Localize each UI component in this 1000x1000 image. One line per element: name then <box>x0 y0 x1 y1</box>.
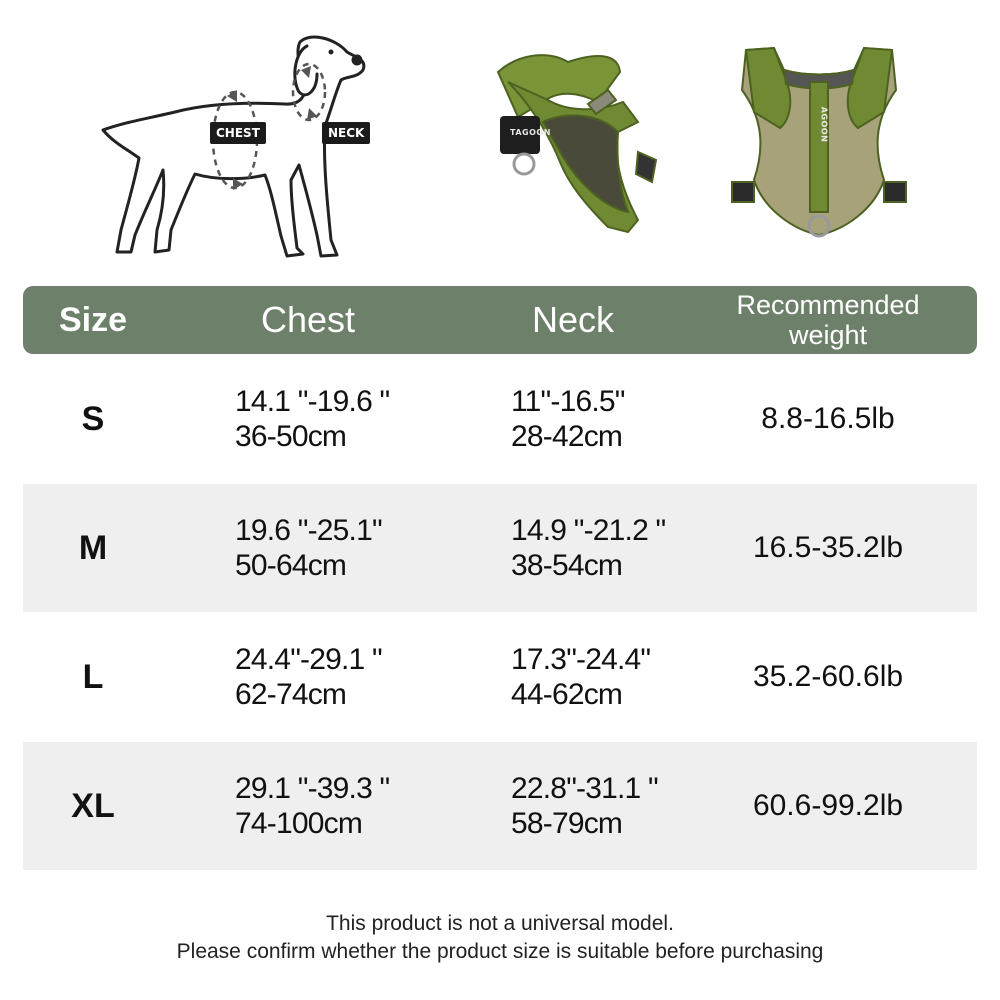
neck-tag: NECK <box>322 122 370 144</box>
neck-value <box>511 484 731 612</box>
header-neck: Neck <box>531 299 615 340</box>
weight-value: 35.2-60.6lb <box>752 660 904 693</box>
neck-inches: 11"-16.5" <box>511 385 625 418</box>
chest-cm: 62-74cm <box>235 678 347 711</box>
size-label: L <box>82 657 104 696</box>
table-row-s <box>23 355 977 483</box>
neck-cm: 28-42cm <box>511 420 623 453</box>
harness-side-icon <box>488 42 673 247</box>
chest-inches: 29.1 "-39.3 " <box>235 772 390 805</box>
table-row-m <box>23 484 977 612</box>
chest-value <box>235 484 475 612</box>
harness-front-view <box>724 40 914 245</box>
chest-cm: 74-100cm <box>235 807 363 840</box>
chest-value <box>235 613 475 741</box>
header-weight: Recommended weight <box>736 290 920 350</box>
neck-cm: 38-54cm <box>511 549 623 582</box>
dog-outline-icon <box>95 30 385 265</box>
weight-value: 60.6-99.2lb <box>752 789 904 822</box>
chest-cm: 50-64cm <box>235 549 347 582</box>
chest-value <box>235 355 475 483</box>
disclaimer <box>0 910 1000 966</box>
chest-cm: 36-50cm <box>235 420 347 453</box>
neck-value <box>511 613 731 741</box>
harness-brand-label: TAGOON <box>510 128 551 137</box>
neck-value <box>511 742 731 870</box>
chest-inches: 14.1 "-19.6 " <box>235 385 390 418</box>
harness-front-brand-label: AGOON <box>819 106 829 143</box>
chest-inches: 19.6 "-25.1" <box>235 514 382 547</box>
weight-value: 16.5-35.2lb <box>752 531 904 564</box>
size-label: XL <box>71 786 115 825</box>
table-row-xl <box>23 742 977 870</box>
size-label: S <box>81 399 105 438</box>
dog-measurement-illustration <box>95 30 385 265</box>
size-chart-table <box>23 286 977 840</box>
header-size: Size <box>58 300 128 339</box>
harness-front-icon <box>724 40 914 245</box>
size-label: M <box>78 528 108 567</box>
chest-tag: CHEST <box>210 122 266 144</box>
header-chest: Chest <box>260 299 356 340</box>
chest-value <box>235 742 475 870</box>
neck-value <box>511 355 731 483</box>
disclaimer-line-2: Please confirm whether the product size is suitable before purchasing <box>176 940 824 963</box>
neck-inches: 14.9 "-21.2 " <box>511 514 666 547</box>
neck-inches: 22.8"-31.1 " <box>511 772 658 805</box>
table-row-l <box>23 613 977 741</box>
neck-cm: 44-62cm <box>511 678 623 711</box>
illustrations <box>0 0 1000 280</box>
harness-side-view <box>488 42 673 247</box>
neck-inches: 17.3"-24.4" <box>511 643 651 676</box>
chest-inches: 24.4"-29.1 " <box>235 643 382 676</box>
neck-cm: 58-79cm <box>511 807 623 840</box>
table-header <box>23 286 977 354</box>
weight-value: 8.8-16.5lb <box>761 402 895 435</box>
disclaimer-line-1: This product is not a universal model. <box>326 912 674 935</box>
